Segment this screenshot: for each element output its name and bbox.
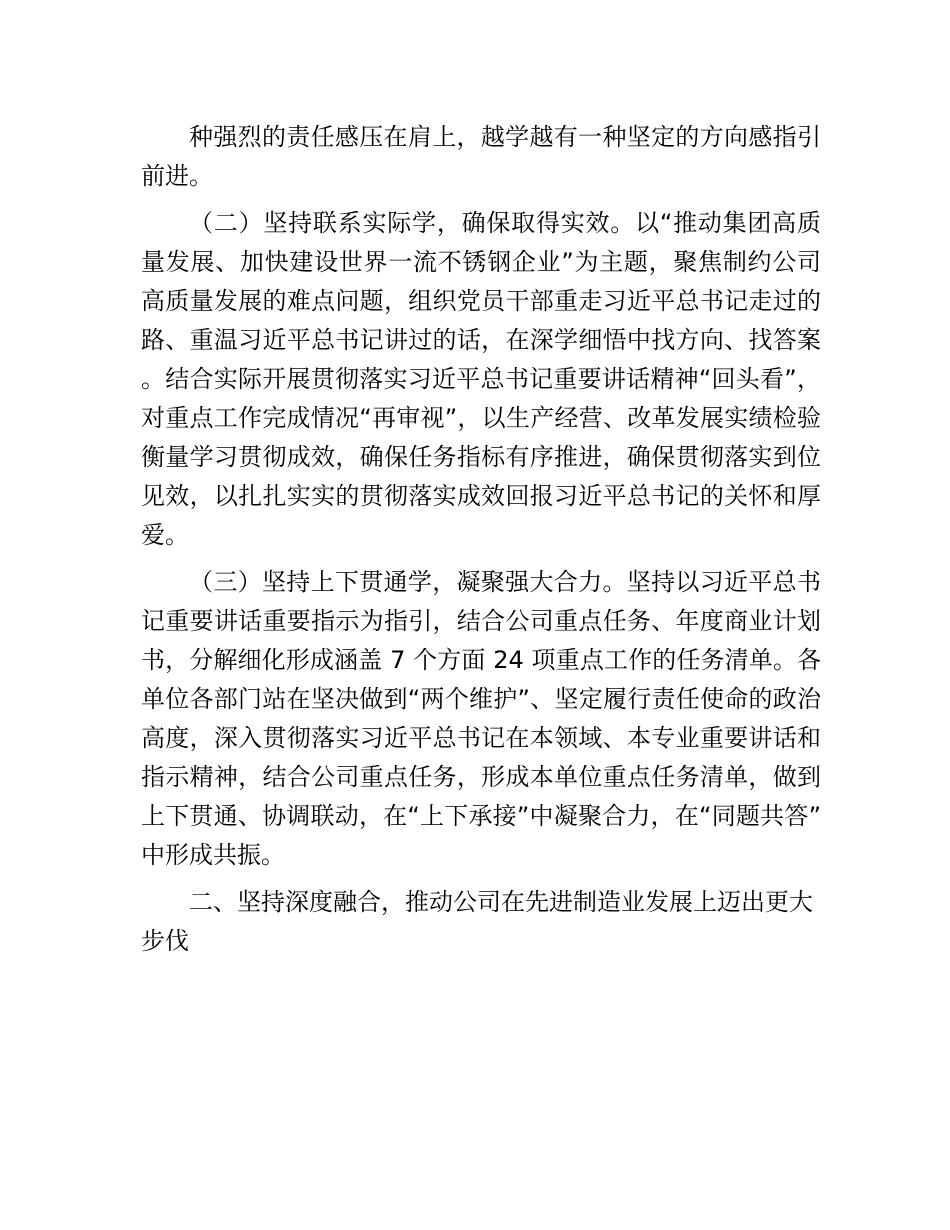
paragraph-section-2: （二）坚持联系实际学，确保取得实效。以“推动集团高质量发展、加快建设世界一流不锈钢企业”为主题，聚焦制约公司高质量发展的难点问题，组织党员干部重走习近平总书记走过的路、重温习近平总书记讲过的话，在深学细悟中找方向、找答案。结合实际开展贯彻落实习近平总书记重要讲话精神“回头看”，对重点工作完成情况“再审视”，以生产经营、改革发展实绩检验衡量学习贯彻成效，确保任务指标有序推进，确保贯彻落实到位见效，以扎扎实实的贯彻落实成效回报习近平总书记的关怀和厚爱。 (141, 209, 821, 549)
document-body (141, 118, 821, 969)
heading-part-2: 二、坚持深度融合，推动公司在先进制造业发展上迈出更大步伐 (141, 888, 813, 955)
paragraph-section-3: （三）坚持上下贯通学，凝聚强大合力。坚持以习近平总书记重要讲话重要指示为指引，结合公司重点任务、年度商业计划书，分解细化形成涵盖 7 个方面 24 项重点工作的任务清单。各单位各部门站在坚决做到“两个维护”、坚定履行责任使命的政治高度，深入贯彻落实习近平总书记在本领域、本专业重要讲话和指示精神，结合公司重点任务，形成本单位重点任务清单，做到上下贯通、协调联动，在“上下承接”中凝聚合力，在“同题共答”中形成共振。 (141, 568, 821, 869)
paragraph-continuation: 种强烈的责任感压在肩上，越学越有一种坚定的方向感指引前进。 (141, 123, 821, 190)
